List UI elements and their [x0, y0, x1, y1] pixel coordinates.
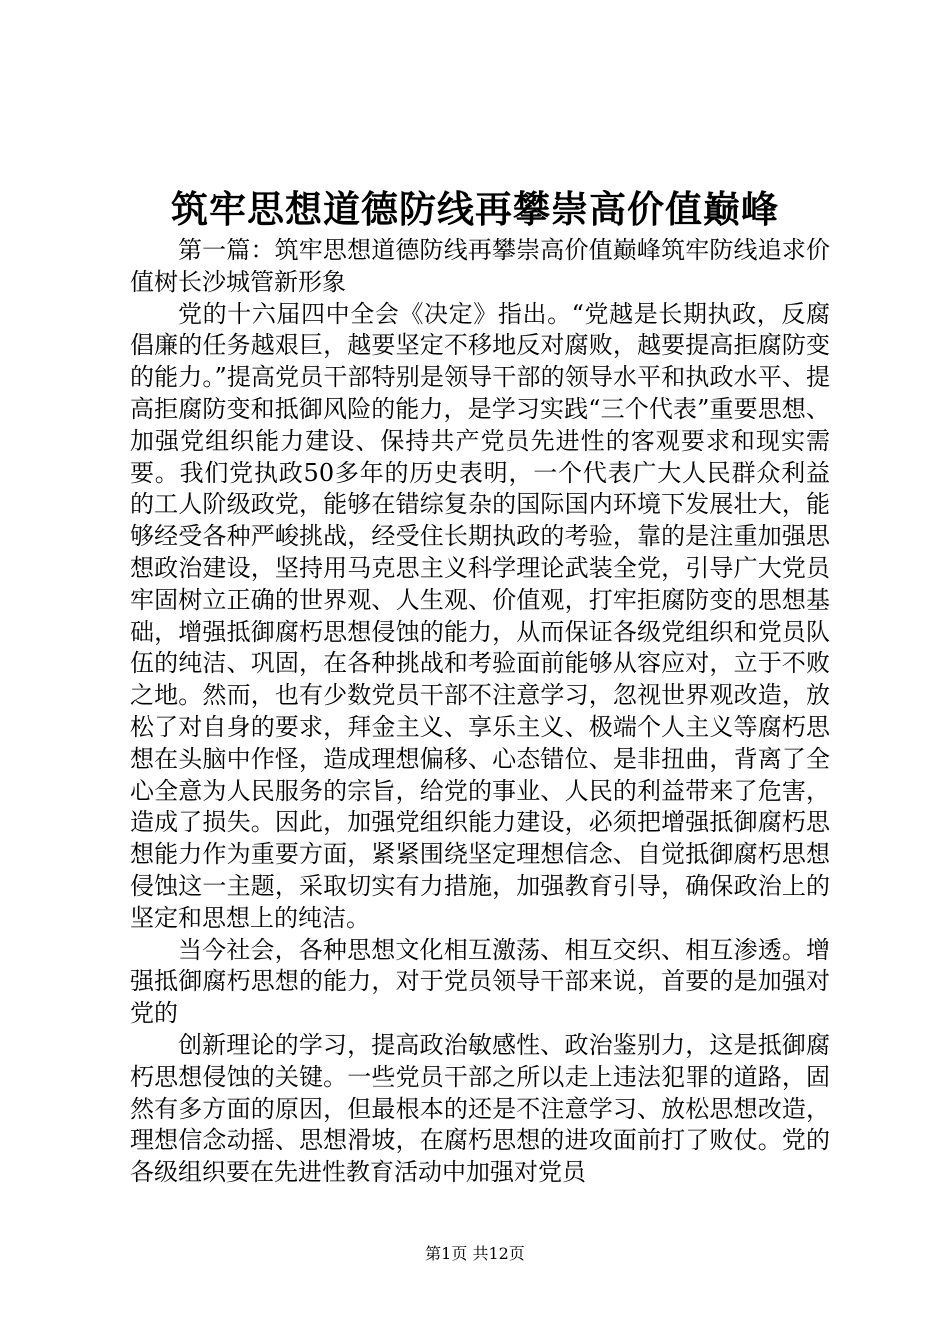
- document-title: 筑牢思想道德防线再攀崇高价值巅峰: [171, 187, 779, 231]
- document-body: [130, 235, 830, 1189]
- paragraph-2: 党的十六届四中全会《决定》指出。“党越是长期执政，反腐倡廉的任务越艰巨，越要坚定不移地反对腐败，越要提高拒腐防变的能力。”提高党员干部特别是领导干部的领导水平和执政水平、提高拒腐防变和抵御风险的能力，是学习实践“三个代表”重要思想、加强党组织能力建设、保持共产党员先进性的客观要求和现实需要。我们党执政50多年的历史表明，一个代表广大人民群众利益的工人阶级政党，能够在错综复杂的国际国内环境下发展壮大，能够经受各种严峻挑战，经受住长期执政的考验，靠的是注重加强思想政治建设，坚持用马克思主义科学理论武装全党，引导广大党员牢固树立正确的世界观、人生观、价值观，打牢拒腐防变的思想基础，增强抵御腐朽思想侵蚀的能力，从而保证各级党组织和党员队伍的纯洁、巩固，在各种挑战和考验面前能够从容应对，立于不败之地。然而，也有少数党员干部不注意学习，忽视世界观改造，放松了对自身的要求，拜金主义、享乐主义、极端个人主义等腐朽思想在头脑中作怪，造成理想偏移、心态错位、是非扭曲，背离了全心全意为人民服务的宗旨，给党的事业、人民的利益带来了危害，造成了损失。因此，加强党组织能力建设，必须把增强抵御腐朽思想能力作为重要方面，紧紧围绕坚定理想信念、自觉抵御腐朽思想侵蚀这一主题，采取切实有力措施，加强教育引导，确保政治上的坚定和思想上的纯洁。: [130, 299, 830, 932]
- page-number-footer: 第1页 共12页: [425, 1244, 525, 1263]
- paragraph-3: 当今社会，各种思想文化相互激荡、相互交织、相互渗透。增强抵御腐朽思想的能力，对于党员领导干部来说，首要的是加强对党的: [130, 935, 830, 1028]
- paragraph-4: 创新理论的学习，提高政治敏感性、政治鉴别力，这是抵御腐朽思想侵蚀的关键。一些党员干部之所以走上违法犯罪的道路，固然有多方面的原因，但最根本的还是不注意学习、放松思想改造，理想信念动摇、思想滑坡，在腐朽思想的进攻面前打了败仗。党的各级组织要在先进性教育活动中加强对党员: [130, 1030, 830, 1187]
- paragraph-1: 第一篇：筑牢思想道德防线再攀崇高价值巅峰筑牢防线追求价值树长沙城管新形象: [130, 236, 830, 296]
